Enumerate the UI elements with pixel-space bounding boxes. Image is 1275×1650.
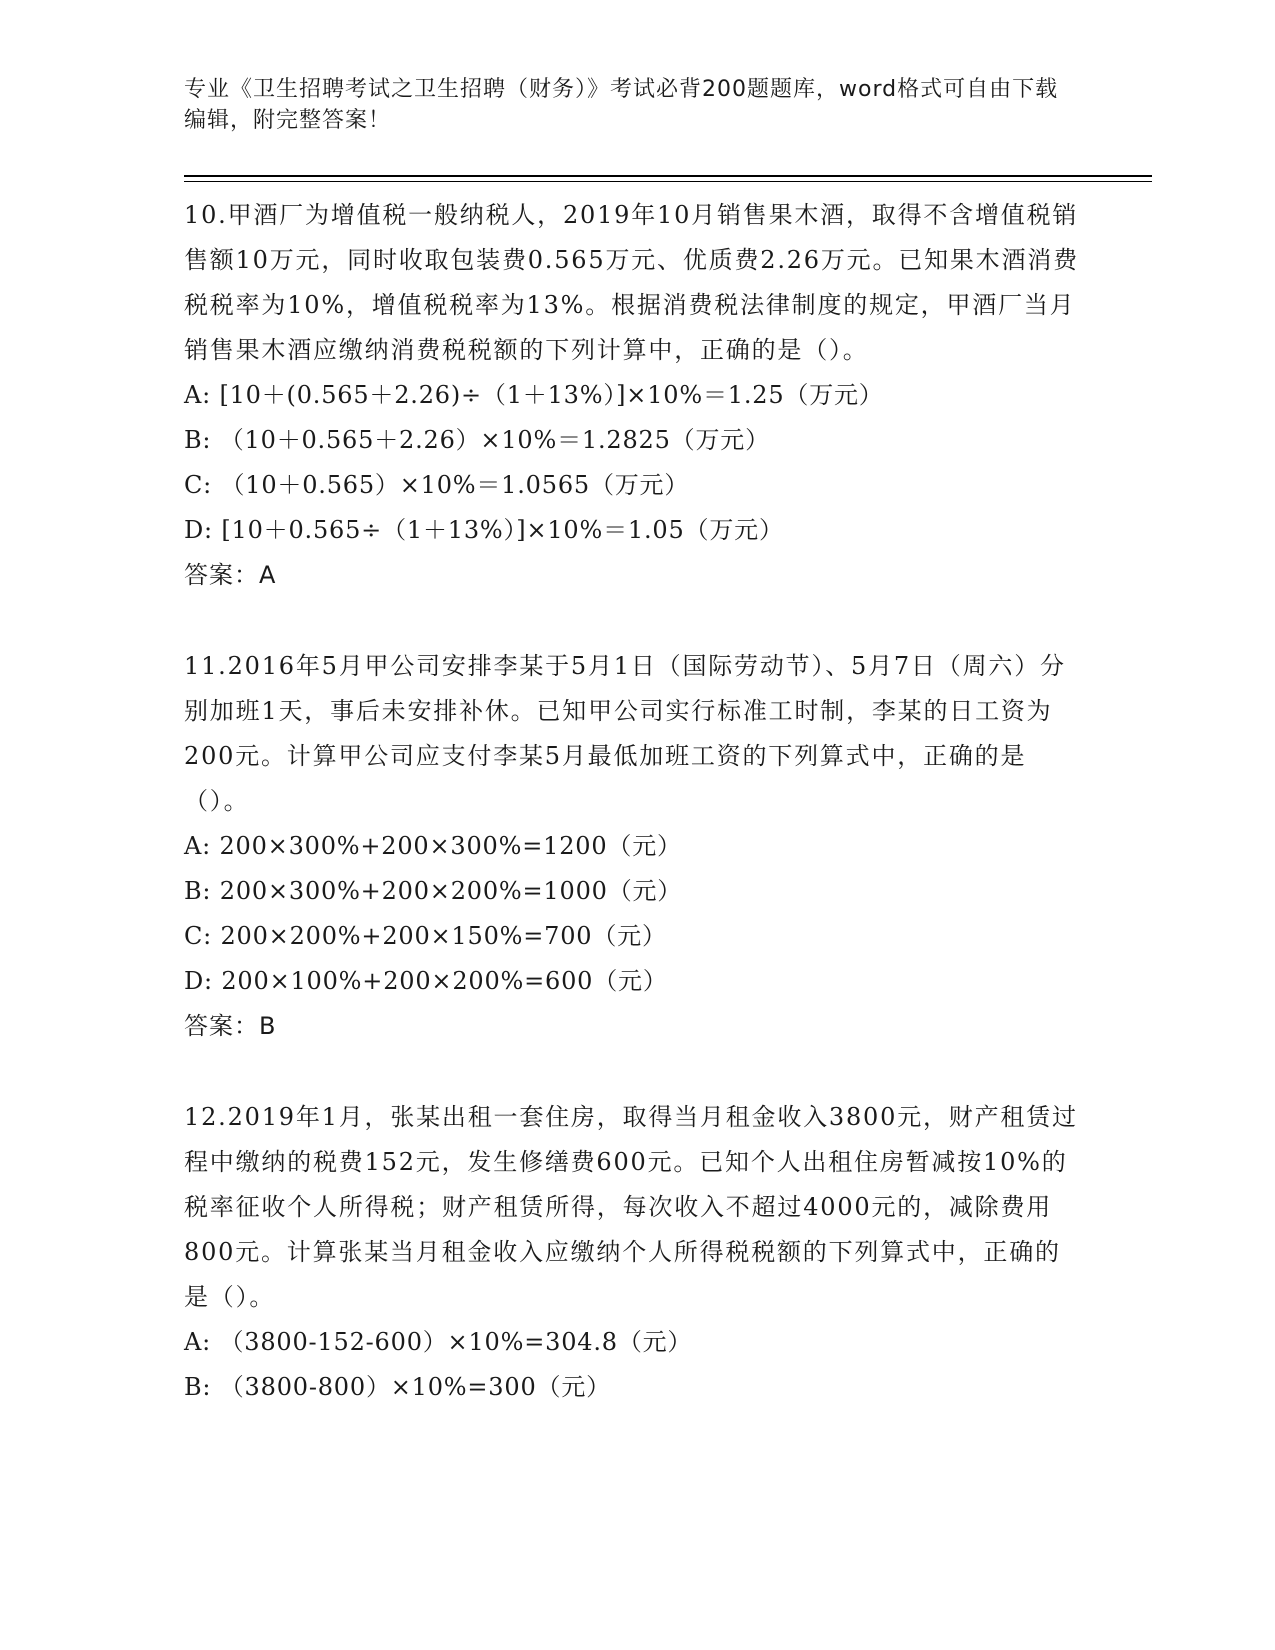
question-list (184, 193, 1084, 1456)
question-stem: 11.2016年5月甲公司安排李某于5月1日（国际劳动节）、5月7日（周六）分别加班1天，事后未安排补休。已知甲公司实行标准工时制，李某的日工资为200元。计算甲公司应支付李某5月最低加班工资的下列算式中，正确的是（）。 (184, 652, 1066, 815)
option-b: B: （10＋0.565＋2.26）×10%＝1.2825（万元） (184, 426, 770, 454)
option-d: D: 200×100%+200×200%=600（元） (184, 967, 668, 995)
option-a: A: 200×300%+200×300%=1200（元） (184, 832, 682, 860)
header-divider-thick (184, 175, 1152, 177)
question-stem: 10.甲酒厂为增值税一般纳税人，2019年10月销售果木酒，取得不含增值税销售额10万元，同时收取包装费0.565万元、优质费2.26万元。已知果木酒消费税税率为10%，增值税税率为13%。根据消费税法律制度的规定，甲酒厂当月销售果木酒应缴纳消费税税额的下列计算中，正确的是（）。 (184, 201, 1079, 364)
option-d: D: [10＋0.565÷（1＋13%）]×10%＝1.05（万元） (184, 516, 784, 544)
question-12 (184, 1095, 1084, 1410)
option-a: A: [10＋(0.565＋2.26)÷（1＋13%）]×10%＝1.25（万元） (184, 381, 884, 409)
question-10 (184, 193, 1084, 598)
option-b: B: 200×300%+200×200%=1000（元） (184, 877, 683, 905)
option-a: A: （3800-152-600）×10%=304.8（元） (184, 1328, 693, 1356)
answer-line: 答案：B (184, 1012, 277, 1040)
question-stem: 12.2019年1月，张某出租一套住房，取得当月租金收入3800元，财产租赁过程中缴纳的税费152元，发生修缮费600元。已知个人出租住房暂减按10%的税率征收个人所得税；财产租赁所得，每次收入不超过4000元的，减除费用800元。计算张某当月租金收入应缴纳个人所得税税额的下列算式中，正确的是（）。 (184, 1103, 1078, 1311)
option-c: C: 200×200%+200×150%=700（元） (184, 922, 667, 950)
answer-line: 答案：A (184, 561, 277, 589)
header-divider-thin (184, 181, 1152, 182)
option-c: C: （10＋0.565）×10%＝1.0565（万元） (184, 471, 690, 499)
page-header: 专业《卫生招聘考试之卫生招聘（财务）》考试必背200题题库，word格式可自由下载编辑，附完整答案！ (184, 77, 1059, 133)
option-b: B: （3800-800）×10%=300（元） (184, 1373, 611, 1401)
question-11 (184, 644, 1084, 1049)
